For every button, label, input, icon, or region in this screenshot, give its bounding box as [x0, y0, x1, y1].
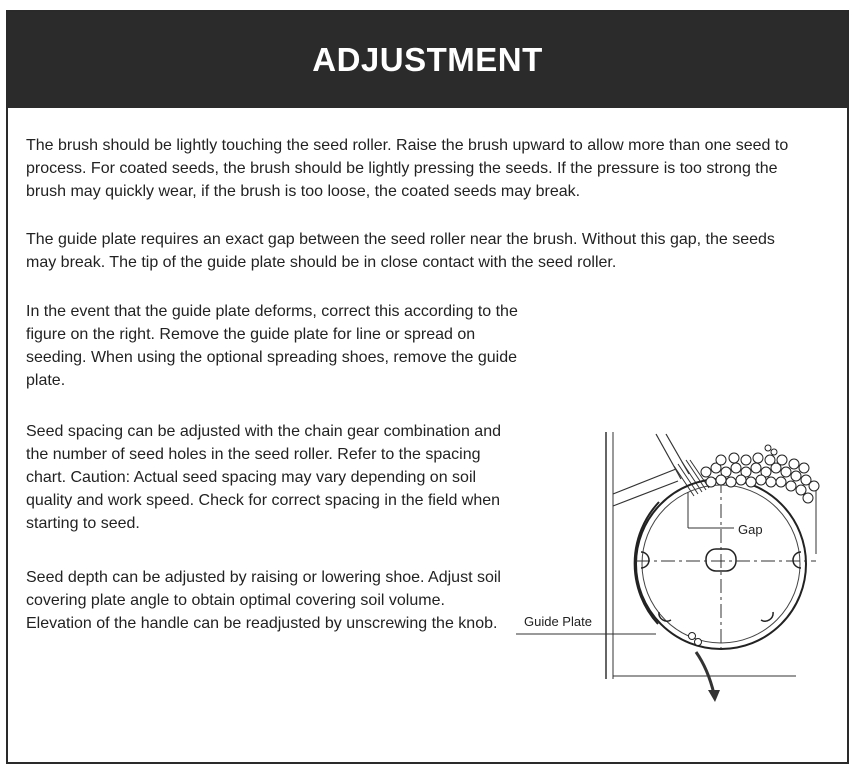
- guide-plate-label: Guide Plate: [524, 614, 592, 629]
- gap-label: Gap: [738, 522, 763, 537]
- hopper-line-b: [613, 481, 678, 506]
- paragraph-guide-plate-gap: The guide plate requires an exact gap between the seed roller near the brush. Without this gap, the seeds may break. The tip of the guide plate should be in close contact with the seed roller.: [26, 231, 775, 271]
- seed-roller-figure: [506, 424, 842, 704]
- paragraph-guide-plate-deform: In the event that the guide plate deforms, correct this according to the figure on the right. Remove the guide plate for line or spread on seeding. When using the optional spreading shoes, remove the guide plate.: [26, 303, 518, 389]
- hopper-line-a: [613, 469, 676, 494]
- paragraph-seed-spacing: Seed spacing can be adjusted with the chain gear combination and the number of seed holes in the seed roller. Refer to the spacing chart. Caution: Actual seed spacing may vary depending on soil quality and work speed. Check for correct spacing in the field when starting to seed.: [26, 423, 501, 532]
- falling-seed: [689, 633, 696, 640]
- seed-roller-diagram: [506, 424, 842, 704]
- drop-arrow-shaft: [696, 652, 714, 694]
- page-title: ADJUSTMENT: [312, 41, 543, 78]
- drop-arrow-head-icon: [708, 690, 720, 702]
- seeds-pile-icon: [701, 445, 819, 503]
- paragraph-brush: The brush should be lightly touching the seed roller. Raise the brush upward to allow more than one seed to process. For coated seeds, the brush should be lightly pressing the seeds. If the pressure is too strong the brush may quickly wear, if the brush is too loose, the coated seeds may break.: [26, 137, 789, 200]
- header-bar: [8, 12, 847, 108]
- seed-hole-bottom-right: [761, 612, 773, 621]
- falling-seed: [695, 639, 702, 646]
- paragraph-seed-depth: Seed depth can be adjusted by raising or lowering shoe. Adjust soil covering plate angle to obtain optimal covering soil volume. Elevation of the handle can be readjusted by unscrewing the knob.: [26, 569, 501, 632]
- adjustment-panel: [6, 10, 849, 764]
